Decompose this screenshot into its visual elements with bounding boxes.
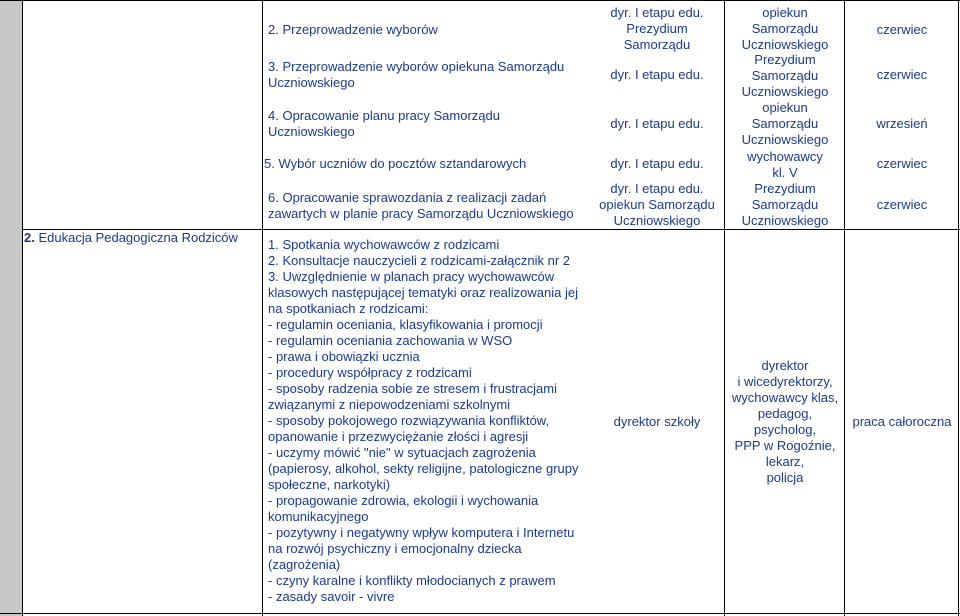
responsible-cell: dyr. I etapu edu. (610, 67, 704, 82)
education-task-list (268, 237, 590, 605)
row-divider (0, 613, 960, 614)
section-label (24, 230, 239, 246)
list-item: - propagowanie zdrowia, ekologii i wychowania (268, 493, 539, 508)
list-item: - procedury współpracy z rodzicami (268, 365, 472, 380)
row-divider (0, 0, 960, 1)
responsible-cell: dyr. I etapu edu. (610, 156, 704, 171)
table-border (958, 0, 959, 616)
list-item: - regulamin oceniania zachowania w WSO (268, 333, 513, 348)
deadline-cell: czerwiec (876, 67, 928, 82)
list-item: opanowanie i przezwyciężanie złości i agresji (268, 429, 529, 444)
deadline-cell: czerwiec (876, 156, 928, 171)
list-item: - prawa i obowiązki ucznia (268, 349, 420, 364)
task-cell: 4. Opracowanie planu pracy Samorządu Uczniowskiego (268, 108, 500, 139)
partners-cell: Prezydium Samorządu Uczniowskiego (741, 52, 829, 99)
partners-cell: opiekun Samorządu Uczniowskiego (741, 5, 829, 52)
partners-cell: dyrektor i wicedyrektorzy, wychowawcy klas, pedagog, psycholog, PPP w Rogoźnie, lekarz, policja (731, 358, 839, 485)
responsible-cell: dyr. I etapu edu. Prezydium Samorządu (610, 5, 704, 52)
list-item: komunikacyjnego (268, 509, 369, 524)
responsible-cell: dyr. I etapu edu. (610, 116, 704, 131)
partners-cell: opiekun Samorządu Uczniowskiego (741, 100, 829, 147)
list-item: związanymi z niepowodzeniami szkolnymi (268, 397, 511, 412)
list-item: - zasady savoir - vivre (268, 589, 395, 604)
task-cell: 5. Wybór uczniów do pocztów sztandarowych (264, 156, 527, 171)
task-cell: 3. Przeprowadzenie wyborów opiekuna Samorządu Uczniowskiego (268, 59, 565, 90)
list-item: - sposoby radzenia sobie ze stresem i frustracjami (268, 381, 558, 396)
list-item: na rozwój psychiczny i emocjonalny dziecka (268, 541, 522, 556)
list-item: na spotkaniach z rodzicami: (268, 301, 429, 316)
list-item: społeczne, narkotyki) (268, 477, 391, 492)
column-divider (262, 0, 263, 616)
list-item: (papierosy, alkohol, sekty religijne, patologiczne grupy (268, 461, 579, 476)
list-item: - czyny karalne i konflikty młodocianych z prawem (268, 573, 556, 588)
section-title: Edukacja Pedagogiczna Rodziców (38, 230, 238, 245)
responsible-cell: dyrektor szkoły (613, 414, 701, 429)
list-item: klasowych następującej tematyki oraz realizowania jej (268, 285, 578, 300)
list-item: - pozytywny i negatywny wpływ komputera i Internetu (268, 525, 575, 540)
table-border (22, 0, 23, 616)
row-gutter (0, 0, 22, 616)
list-item: 2. Konsultacje nauczycieli z rodzicami-załącznik nr 2 (268, 253, 571, 268)
task-cell: 6. Opracowanie sprawozdania z realizacji zadań zawartych w planie pracy Samorządu Uczniowskiego (268, 190, 574, 221)
list-item: 3. Uwzględnienie w planach pracy wychowawców (268, 269, 555, 284)
responsible-cell: dyr. I etapu edu. opiekun Samorządu Uczniowskiego (599, 181, 715, 228)
task-cell: 2. Przeprowadzenie wyborów (268, 22, 438, 37)
deadline-cell: praca całoroczna (852, 414, 952, 429)
deadline-cell: czerwiec (876, 22, 928, 37)
deadline-cell: czerwiec (876, 197, 928, 212)
list-item: - sposoby pokojowego rozwiązywania konfliktów, (268, 413, 550, 428)
deadline-cell: wrzesień (876, 116, 928, 131)
partners-cell: wychowawcy kl. V (747, 149, 823, 180)
list-item: - uczymy mówić "nie" w sytuacjach zagrożenia (268, 445, 536, 460)
list-item: (zagrożenia) (268, 557, 341, 572)
column-divider (724, 0, 725, 616)
section-number: 2. (24, 230, 35, 245)
partners-cell: Prezydium Samorządu Uczniowskiego (741, 181, 829, 228)
list-item: - regulamin oceniania, klasyfikowania i promocji (268, 317, 543, 332)
list-item: 1. Spotkania wychowawców z rodzicami (268, 237, 500, 252)
column-divider (844, 0, 845, 616)
